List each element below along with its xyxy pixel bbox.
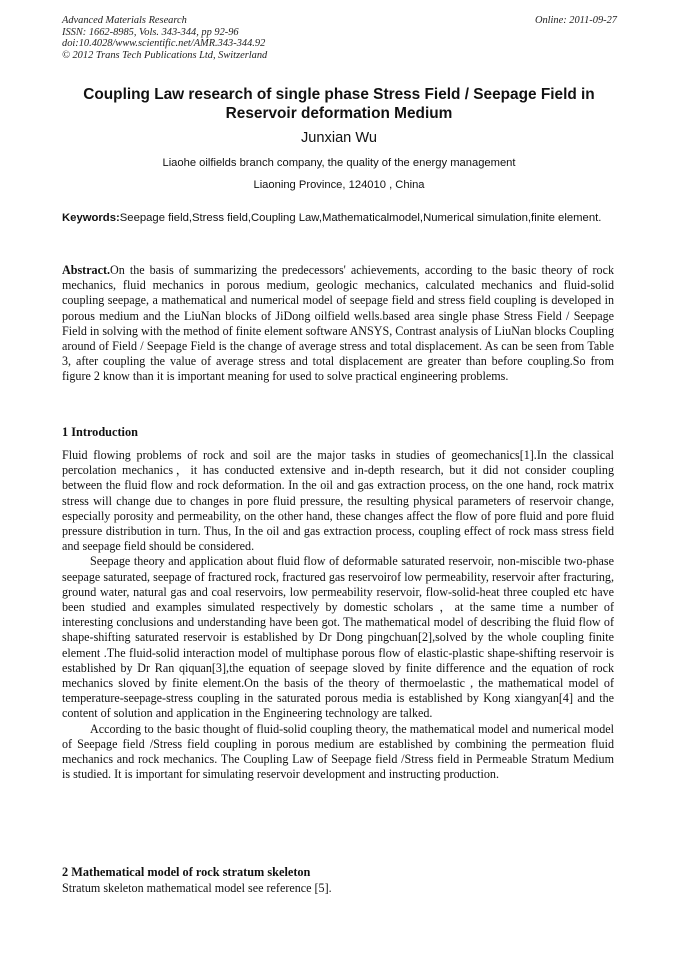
affiliation-line-1: Liaohe oilfields branch company, the quality of the energy management [162,157,516,169]
journal-header [62,15,617,61]
paper-title: Coupling Law research of single phase Stress Field / Seepage Field in Reservoir deformation Medium [83,86,595,122]
intro-paragraph-3: According to the basic thought of fluid-solid coupling theory, the mathematical model and numerical model of Seepage field /Stress field coupling in porous medium are established by combining the permeation fluid mechanics and rock mechanics. The Coupling Law of Seepage field /Stress field in Permeable Stratum Medium is studied. It is important for simulating reservoir development and instructing production. [62,721,614,782]
issn-line: ISSN: 1662-8985, Vols. 343-344, pp 92-96 [62,26,239,38]
affiliation-line-2: Liaoning Province, 124010 , China [253,179,425,191]
intro-paragraph-1: Fluid flowing problems of rock and soil are the major tasks in studies of geomechanics[1].In the classical percolation mechanics，it has conducted extensive and in-depth research, but it did not consider coupling between the fluid flow and rock deformation. In the oil and gas extraction process, on the one hand, rock matrix stress will change due to changes in pore fluid pressure, the resulting physical parameters of reservoir change, especially porosity and permeability, on the other hand, these changes affect the flow of pore fluid and pore fluid pressure distribution in turn. Thus, In the oil and gas extraction process, coupling effect of rock mass stress field and seepage field should be considered. [62,448,614,554]
doi-line: doi:10.4028/www.scientific.net/AMR.343-344.92 [62,38,266,49]
section-1-heading: 1 Introduction [62,425,138,439]
keywords-text: Seepage field,Stress field,Coupling Law,Mathematicalmodel,Numerical simulation,finite element. [119,212,602,224]
section-2-paragraph: Stratum skeleton mathematical model see reference [5]. [62,881,332,895]
journal-name: Advanced Materials Research [62,15,187,26]
abstract [62,263,614,385]
section-2-heading: 2 Mathematical model of rock stratum skeleton [62,865,311,879]
online-date: Online: 2011-09-27 [534,15,617,26]
section-1-body [62,448,614,782]
abstract-label: Abstract. [62,263,111,277]
abstract-text: On the basis of summarizing the predecessors' achievements, according to the basic theory of rock mechanics, fluid mechanics in porous medium, geologic mechanics, calculated mechanics and fluid-solid coupling seepage, a mathematical and numerical model of seepage field and stress field coupling is developed in porous medium and the LiuNan blocks of JiDong oilfield wells.based area single phase Stress Field / Seepage Field in solving with the method of finite element software ANSYS, Contrast analysis of LiuNan blocks Coupling around of Field / Seepage Field is the change of average stress and total displacement. As can be seen from Table 3, after coupling the value of average stress and total displacement are greater than before coupling.So from figure 2 know than it is important meaning for used to solve practical engineering problems. [62,263,614,384]
intro-paragraph-2: Seepage theory and application about fluid flow of deformable saturated reservoir, non-miscible two-phase seepage saturated, seepage of fractured rock, fractured gas reservoirof low permeability, reservoir after fracturing, ground water, natural gas and coal reservoirs, low permeability reservoir, flow-solid-heat three coupled etc have been studied and examples simulated respectively by domestic scholars ，at the same time a number of interesting conclusions and understanding have been got. The mathematical model of describing the fluid flow of shape-shifting saturated reservoir is established by Dr Dong pingchuan[2],solved by the whole coupling finite element .The fluid-solid interaction model of multiphase porous flow of elastic-plastic shape-shifting reservoir is established by Dr Ran qiquan[3],the equation of seepage sloved by finite difference and the equation of rock mechanics sloved by finite element.On the basis of the theory of thermoelastic , the mathematical model of temperature-seepage-stress coupling in the saturated porous media is established by Kong xiangyan[4] and the content of solution and application in the Engineering technology are talked. [62,554,614,721]
keywords [62,211,616,226]
copyright-line: © 2012 Trans Tech Publications Ltd, Switzerland [62,49,268,61]
keywords-label: Keywords: [62,212,120,224]
author-name: Junxian Wu [301,130,377,146]
